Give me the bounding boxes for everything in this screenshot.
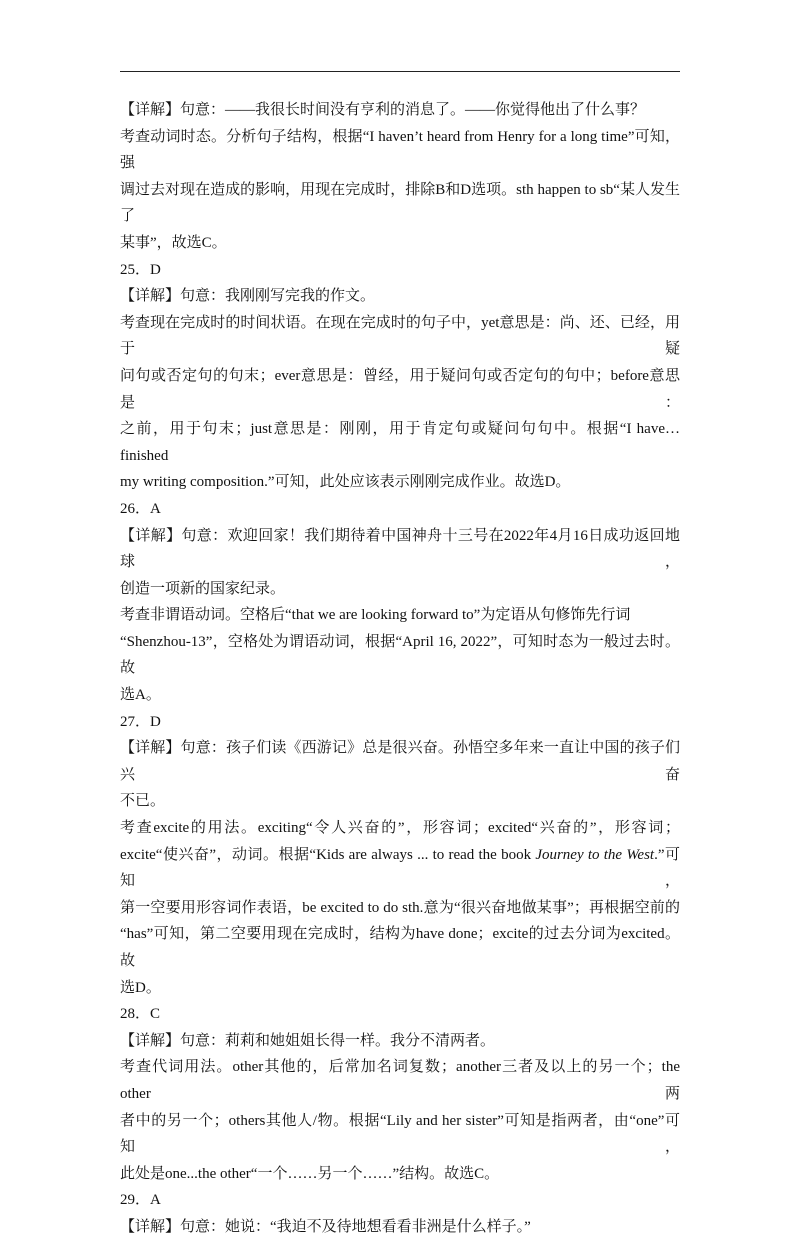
text-line: 某事”，故选C。 (120, 234, 227, 251)
header-rule (120, 71, 680, 72)
text-line: 【详解】句意：我刚刚写完我的作文。 (120, 288, 376, 305)
text-line: 之前，用于句末；just意思是：刚刚，用于肯定句或疑问句句中。根据“I have…finished (120, 421, 680, 464)
answer-explanations (120, 97, 680, 1241)
text-line: 考查非谓语动词。空格后“that we are looking forward to”为定语从句修饰先行词 (120, 607, 631, 624)
text-line: 【详解】句意：她说：“我迫不及待地想看看非洲是什么样子。” (120, 1218, 531, 1235)
text-line: 考查excite的用法。exciting“令人兴奋的”，形容词；excited“兴奋的”，形容词； (120, 820, 680, 837)
text-line: 【详解】句意：欢迎回家！我们期待着中国神舟十三号在2022年4月16日成功返回地球， (120, 527, 680, 571)
text-line: 考查现在完成时的时间状语。在现在完成时的句子中，yet意思是：尚、还、已经，用于疑 (120, 314, 680, 358)
text-line: 考查代词用法。other其他的，后常加名词复数；another三者及以上的另一个；the other两 (120, 1059, 680, 1102)
text-segment: .”可知， (120, 846, 680, 890)
text-line (120, 842, 680, 895)
text-line: 不已。 (120, 793, 166, 810)
text-line: 第一空要用形容词作表语，be excited to do sth.意为“很兴奋地做某事”；再根据空前的 (120, 899, 680, 916)
text-line: 29．A (120, 1192, 161, 1209)
text-line: 创造一项新的国家纪录。 (120, 580, 286, 597)
text-line: 【详解】句意：——我很长时间没有亨利的消息了。——你觉得他出了什么事？ (120, 102, 646, 118)
text-line: 选D。 (120, 979, 161, 996)
text-line: 【详解】句意：孩子们读《西游记》总是很兴奋。孙悟空多年来一直让中国的孩子们兴奋 (120, 740, 680, 783)
text-line: 【详解】句意：莉莉和她姐姐长得一样。我分不清两者。 (120, 1032, 496, 1049)
text-line: 28．C (120, 1006, 161, 1023)
book-title-italic: Journey to the West (535, 846, 655, 863)
text-line: 25．D (120, 261, 161, 278)
text-line: 考查动词时态。分析句子结构，根据“I haven’t heard from Henry for a long time”可知，强 (120, 128, 680, 172)
text-line: 调过去对现在造成的影响，用现在完成时，排除B和D选项。sth happen to sb“某人发生了 (120, 181, 680, 225)
text-line: 问句或否定句的句末；ever意思是：曾经，用于疑问句或否定句的句中；before意思是： (120, 367, 680, 411)
text-segment: excite“使兴奋”，动词。根据“Kids are always ... to read the book (120, 846, 536, 863)
text-line: my writing composition.”可知，此处应该表示刚刚完成作业。故选D。 (120, 474, 571, 491)
text-line: 此处是one...the other“一个……另一个……”结构。故选C。 (120, 1165, 500, 1182)
text-line: “Shenzhou-13”，空格处为谓语动词，根据“April 16, 2022”，可知时态为一般过去时。故 (120, 633, 680, 677)
text-line: 者中的另一个；others其他人/物。根据“Lily and her sister”可知是指两者，由“one”可知， (120, 1112, 680, 1156)
text-line: “has”可知，第二空要用现在完成时，结构为have done；excite的过去分词为excited。故 (120, 926, 680, 969)
text-line: 26．A (120, 500, 161, 517)
text-line: 选A。 (120, 687, 161, 704)
text-line: 27．D (120, 713, 161, 730)
